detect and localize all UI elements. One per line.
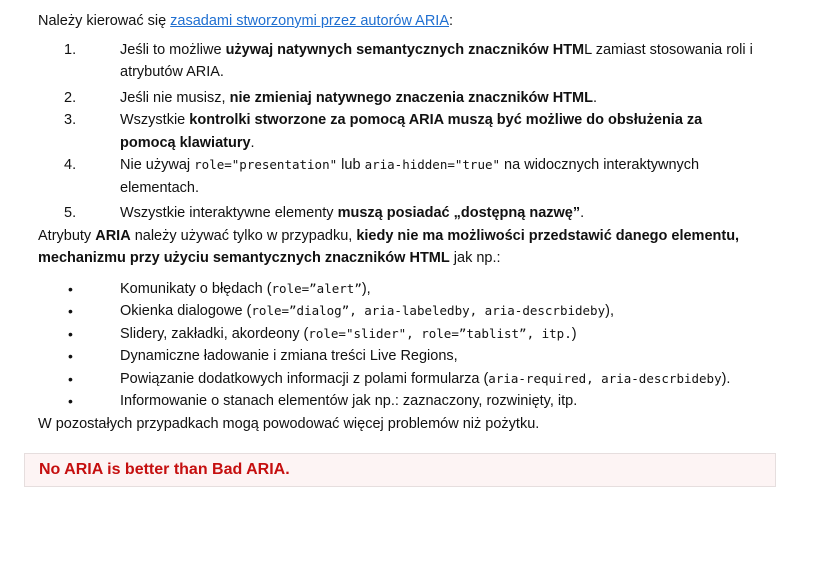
para-bold-aria: ARIA: [95, 227, 131, 244]
rule-number: 5.: [64, 205, 77, 221]
list-item-code: role=”alert”: [271, 280, 362, 296]
bullet-icon: •: [68, 370, 73, 387]
rule-text: Nie używaj: [120, 157, 195, 173]
bullet-icon: •: [68, 393, 73, 409]
para-text: jak np.:: [449, 250, 501, 266]
rule-bold: muszą posiadać „dostępną nazwę”: [337, 205, 581, 221]
callout-box: [24, 453, 776, 487]
list-item-text: Komunikaty o błędach (: [120, 280, 272, 297]
list-item-text: Dynamiczne ładowanie i zmiana treści Live Regions,: [120, 348, 458, 364]
aria-uses-list: [38, 278, 814, 413]
rule-text: Wszystkie interaktywne elementy: [120, 205, 338, 221]
list-item: [38, 300, 814, 323]
list-item: [38, 345, 814, 368]
rule-bold: używaj natywnych semantycznych znaczników HTM: [225, 41, 585, 58]
rule-text-end: L zamiast stosowania roli i atrybutów ARIA.: [120, 41, 753, 80]
list-item-text: Powiązanie dodatkowych informacji z polami formularza (: [120, 370, 489, 387]
list-item-text: Informowanie o stanach elementów jak np.: zaznaczony, rozwinięty, itp.: [120, 393, 578, 409]
para-text: należy używać tylko w przypadku,: [130, 227, 357, 244]
bullet-icon: •: [68, 303, 73, 319]
list-item-text: Okienka dialogowe (: [120, 303, 252, 319]
callout-text: No ARIA is better than Bad ARIA.: [39, 460, 290, 478]
list-item: [38, 278, 814, 301]
intro-paragraph: [38, 10, 814, 33]
closing-paragraph: W pozostałych przypadkach mogą powodować więcej problemów niż pożytku.: [38, 415, 540, 432]
rule-text: Wszystkie: [120, 112, 190, 128]
bullet-icon: •: [68, 280, 73, 297]
list-item: [38, 323, 814, 346]
list-item-text-end: ): [571, 325, 577, 342]
rule-text-mid: lub: [337, 157, 365, 173]
aria-usage-paragraph: [38, 225, 814, 270]
para-bold-condition: kiedy nie ma możliwości przedstawić danego elementu, mechanizmu przy użyciu semantycznych znaczników HTML: [38, 227, 740, 266]
rule-item-5: [38, 202, 814, 225]
rules-list: [38, 39, 814, 225]
bullet-icon: •: [68, 325, 73, 342]
rule-bold: nie zmieniaj natywnego znaczenia znaczników HTML: [229, 89, 593, 106]
rule-item-1: [38, 39, 814, 84]
rule-number: 1.: [64, 41, 77, 58]
rule-text-end: .: [592, 89, 597, 106]
rule-text-end: .: [250, 134, 255, 151]
list-item-code: role="slider", role=”tablist”, itp.: [308, 325, 572, 341]
aria-rules-link[interactable]: zasadami stworzonymi przez autorów ARIA: [170, 13, 449, 29]
list-item-code: role=”dialog”, aria-labeledby, aria-descrbideby: [251, 303, 606, 318]
rule-item-2: [38, 87, 814, 110]
rule-code-aria-hidden: aria-hidden="true": [364, 157, 501, 172]
list-item-text-end: ),: [361, 280, 371, 297]
rule-number: 3.: [64, 112, 77, 128]
rule-text-end: na widocznych interaktywnych elementach.: [120, 157, 700, 196]
list-item: [38, 390, 814, 413]
rule-code-presentation: role="presentation": [194, 157, 338, 172]
para-text: Atrybuty: [38, 227, 96, 244]
list-item-text: Slidery, zakładki, akordeony (: [120, 325, 309, 342]
rule-text-end: .: [580, 205, 585, 221]
bullet-icon: •: [68, 348, 73, 364]
list-item-text-end: ),: [605, 303, 614, 319]
rule-bold: kontrolki stworzone za pomocą ARIA muszą być możliwe do obsłużenia za pomocą klawiatury: [120, 112, 703, 151]
rule-item-4: [38, 154, 814, 199]
intro-colon: :: [449, 13, 454, 29]
rule-text: Jeśli to możliwe: [120, 41, 226, 58]
rule-number: 2.: [64, 89, 77, 106]
list-item: [38, 368, 814, 391]
rule-number: 4.: [64, 157, 77, 173]
list-item-text-end: ).: [721, 370, 731, 387]
list-item-code: aria-required, aria-descrbideby: [488, 370, 722, 386]
rule-item-3: [38, 109, 814, 154]
rule-text: Jeśli nie musisz,: [120, 89, 230, 106]
intro-text: Należy kierować się: [38, 13, 171, 29]
